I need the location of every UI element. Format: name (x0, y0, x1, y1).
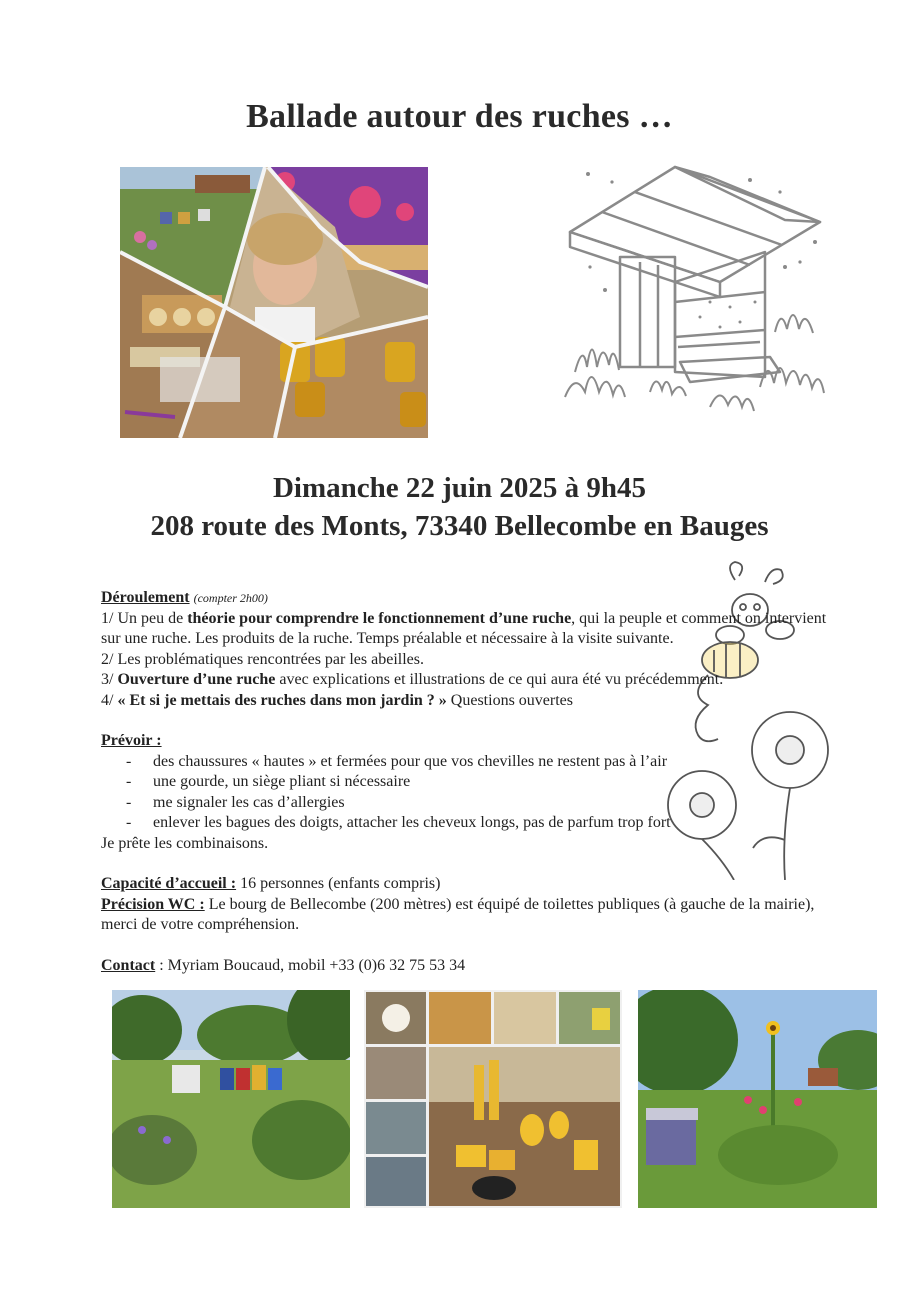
event-address: 208 route des Monts, 73340 Bellecombe en Bauges (150, 510, 769, 542)
beekeeping-collage-image (120, 167, 428, 438)
precision-label: Précision WC : (101, 895, 205, 913)
list-item: - une gourde, un siège pliant si nécessaire (126, 772, 841, 793)
item-1-bold: théorie pour comprendre le fonctionnement d’une ruche (187, 609, 572, 627)
list-item: - enlever les bagues des doigts, attacher les cheveux longs, pas de parfum trop fort (126, 813, 841, 834)
precision-value: Le bourg de Bellecombe (200 mètres) est équipé de toilettes publiques (à gauche de la mairie), merci de votre compréhension. (101, 895, 815, 933)
deroulement-duration-note: (compter 2h00) (193, 591, 268, 605)
spacer (101, 711, 841, 731)
list-item: - des chaussures « hautes » et fermées pour que vos chevilles ne restent pas à l’air (126, 752, 841, 773)
apiary-meadow-photo (112, 990, 350, 1208)
item-4-prefix: 4/ (101, 691, 118, 709)
sunflower-hive-photo (638, 990, 877, 1208)
list-item: - me signaler les cas d’allergies (126, 793, 841, 814)
spacer (101, 936, 841, 956)
page-title: Ballade autour des ruches … (246, 98, 673, 135)
prevoir-heading-line (101, 731, 841, 752)
deroulement-item-3 (101, 670, 841, 691)
capacite-value: 16 personnes (enfants compris) (236, 875, 441, 892)
capacite-label: Capacité d’accueil : (101, 875, 237, 892)
deroulement-item-1 (101, 609, 841, 650)
contact-label: Contact (101, 956, 156, 974)
contact-value: : Myriam Boucaud, mobil +33 (0)6 32 75 53 34 (155, 956, 466, 974)
item-3-prefix: 3/ (101, 671, 118, 688)
item-4-bold: « Et si je mettais des ruches dans mon jardin ? » (117, 691, 447, 709)
beehive-illustration (560, 162, 850, 422)
contact-line (101, 956, 841, 977)
deroulement-heading-line (101, 588, 841, 609)
prevoir-list (101, 752, 841, 834)
capacite-line (101, 874, 841, 895)
item-4-rest: Questions ouvertes (446, 691, 573, 709)
prevoir-footer: Je prête les combinaisons. (101, 834, 269, 852)
item-2-text: 2/ Les problématiques rencontrées par les abeilles. (101, 650, 424, 668)
event-date: Dimanche 22 juin 2025 à 9h45 (272, 472, 646, 504)
spacer (101, 854, 841, 874)
program-body (101, 588, 841, 976)
item-3-rest: avec explications et illustrations de ce qui aura été vu précédemment. (275, 671, 724, 688)
deroulement-item-2 (101, 650, 841, 671)
prevoir-heading: Prévoir : (101, 732, 162, 749)
item-1-rest: , qui la peuple et comment on intervient sur une ruche. Les produits de la ruche. Temps préalable et nécessaire à la visite suivante. (101, 609, 827, 647)
item-3-bold: Ouverture d’une ruche (117, 671, 276, 688)
deroulement-heading: Déroulement (101, 589, 190, 606)
deroulement-item-4 (101, 691, 841, 712)
precision-line (101, 895, 841, 936)
item-1-prefix: 1/ Un peu de (101, 609, 188, 627)
hive-products-collage-photo (364, 990, 622, 1208)
